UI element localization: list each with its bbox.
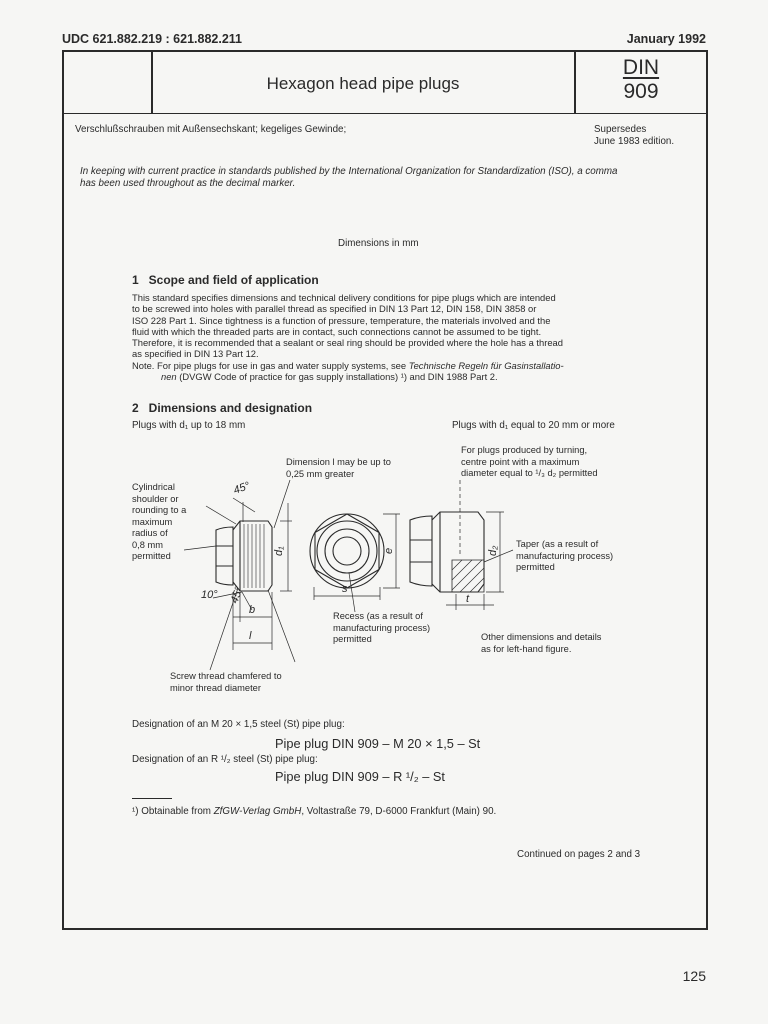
note-text-end: (DVGW Code of practice for gas supply installations) ¹) and DIN 1988 Part 2. [176, 371, 498, 383]
section-2-heading: 2 Dimensions and designation [132, 401, 313, 415]
dim-d2: d₂ [487, 545, 499, 556]
designation-value-2: Pipe plug DIN 909 – R ¹/₂ – St [275, 769, 445, 784]
standard-din: DIN [622, 56, 660, 79]
screw-thread-note: Screw thread chamfered to minor thread diameter [170, 671, 282, 693]
other-dimensions-note: Other dimensions and details as for left-hand figure. [481, 632, 602, 654]
footnote-publisher: ZfGW-Verlag GmbH [213, 806, 302, 817]
designation-label-1: Designation of an M 20 × 1,5 steel (St) pipe plug: [132, 719, 345, 730]
dim-s: s [342, 583, 348, 595]
cylindrical-shoulder-note: Cylindrical shoulder or rounding to a maximum radius of 0,8 mm permitted [132, 482, 187, 561]
issue-date: January 1992 [626, 32, 706, 46]
note-dvgw-title-cont: nen [161, 371, 177, 383]
footnote-text: Obtainable from [138, 806, 214, 817]
supersedes-label: Supersedes [594, 124, 647, 135]
standard-num: 909 [623, 80, 659, 103]
body-line: as specified in DIN 13 Part 12. [132, 348, 259, 360]
left-plug-drawing [184, 480, 295, 670]
footnote-rule [132, 798, 172, 799]
supersedes-edition: June 1983 edition. [594, 136, 675, 147]
designation-value-1: Pipe plug DIN 909 – M 20 × 1,5 – St [275, 736, 481, 751]
dim-d1: d₁ [273, 546, 285, 556]
footnote-marker: ¹) [132, 806, 139, 817]
iso-note-line: In keeping with current practice in standards published by the International Organization for Standardization (ISO), a comma [80, 166, 618, 177]
dim-t: t [466, 593, 470, 605]
footnote-address: , Voltastraße 79, D-6000 Frankfurt (Main) 90. [301, 806, 497, 817]
note-dvgw-title: Technische Regeln für Gasinstallatio- [408, 359, 564, 371]
end-view-drawing [310, 514, 400, 612]
udc-number: UDC 621.882.219 : 621.882.211 [62, 32, 242, 46]
page-number: 125 [682, 968, 706, 984]
iso-note-line: has been used throughout as the decimal marker. [80, 178, 296, 189]
taper-note: Taper (as a result of manufacturing process) permitted [516, 539, 614, 572]
section-1-heading: 1 Scope and field of application [132, 273, 319, 287]
dim-l: l [249, 630, 252, 642]
continued-note: Continued on pages 2 and 3 [517, 849, 641, 860]
page-title: Hexagon head pipe plugs [266, 74, 460, 93]
recess-note: Recess (as a result of manufacturing process) permitted [333, 611, 431, 644]
angle-45-top: 45° [231, 479, 252, 497]
german-subtitle: Verschlußschrauben mit Außensechskant; kegeliges Gewinde; [75, 124, 347, 135]
body-line: fluid with which the threaded parts are in contact, such connections cannot be assumed to be tight. [132, 325, 542, 337]
left-figure-caption: Plugs with d₁ up to 18 mm [132, 420, 246, 431]
dim-b: b [249, 604, 256, 616]
right-plug-drawing [410, 480, 513, 610]
dim-e: e [383, 547, 395, 554]
body-line: ISO 228 Part 1. Since tightness is a function of pressure, temperature, the materials involved and the [132, 314, 551, 326]
body-line: to be screwed into holes with parallel thread as specified in DIN 13 Part 12, DIN 158, DIN 3858 or [132, 303, 537, 315]
footnote [132, 806, 496, 818]
turning-note: For plugs produced by turning, centre point with a maximum diameter equal to ¹/₃ d₂ permitted [461, 445, 598, 478]
body-line: This standard specifies dimensions and technical delivery conditions for pipe plugs which are intended [132, 292, 556, 303]
body-line: Therefore, it is recommended that a sealant or seal ring should be provided where the hole has a thread [132, 337, 563, 349]
angle-10: 10° [201, 589, 218, 601]
dimension-l-note: Dimension l may be up to 0,25 mm greater [286, 457, 391, 479]
angle-45-bottom: 45° [228, 585, 246, 606]
note-text: Note. For pipe plugs for use in gas and water supply systems, see [132, 359, 409, 371]
right-figure-caption: Plugs with d₁ equal to 20 mm or more [452, 420, 615, 431]
dimensions-note: Dimensions in mm [338, 238, 419, 249]
designation-label-2: Designation of an R ¹/₂ steel (St) pipe plug: [132, 754, 318, 765]
